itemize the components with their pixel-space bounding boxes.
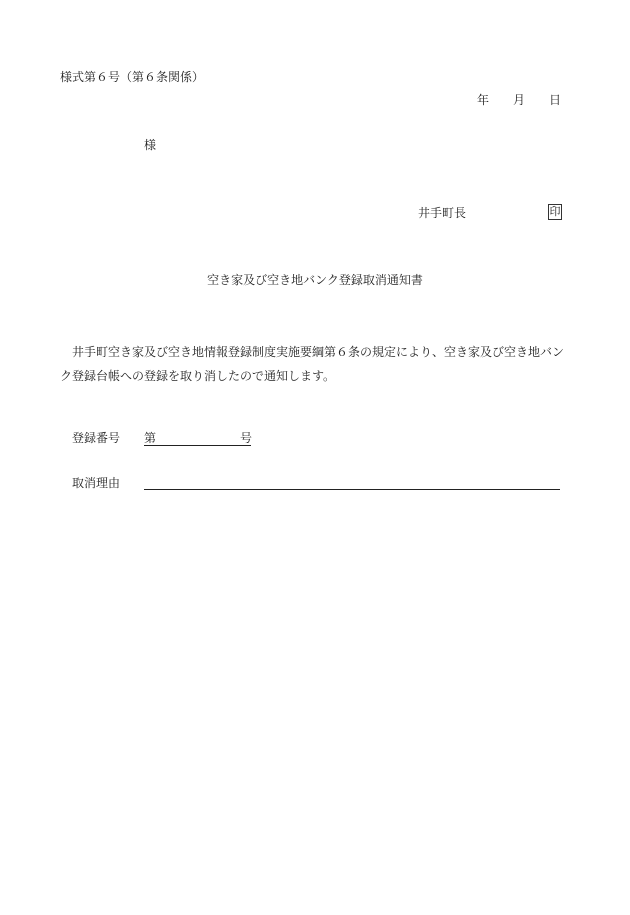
- registration-number-prefix: 第: [144, 431, 157, 445]
- registration-number-field[interactable]: [144, 445, 251, 446]
- addressee-suffix: 様: [144, 138, 157, 152]
- year-label: 年: [477, 93, 490, 107]
- form-number: 様式第６号（第６条関係）: [60, 70, 205, 84]
- month-label: 月: [513, 93, 526, 107]
- day-label: 日: [549, 93, 562, 107]
- issuer-title: 井手町長: [418, 206, 467, 220]
- registration-number-suffix: 号: [240, 431, 253, 445]
- cancellation-reason-label: 取消理由: [72, 476, 121, 490]
- cancellation-reason-field[interactable]: [144, 489, 560, 490]
- seal-mark: 印: [549, 205, 561, 218]
- date-line: [477, 94, 561, 106]
- body-paragraph: 井手町空き家及び空き地情報登録制度実施要綱第６条の規定により、空き家及び空き地バンク登録台帳への登録を取り消したので通知します。: [60, 345, 565, 383]
- document-title: 空き家及び空き地バンク登録取消通知書: [207, 273, 423, 287]
- registration-number-label: 登録番号: [72, 431, 121, 445]
